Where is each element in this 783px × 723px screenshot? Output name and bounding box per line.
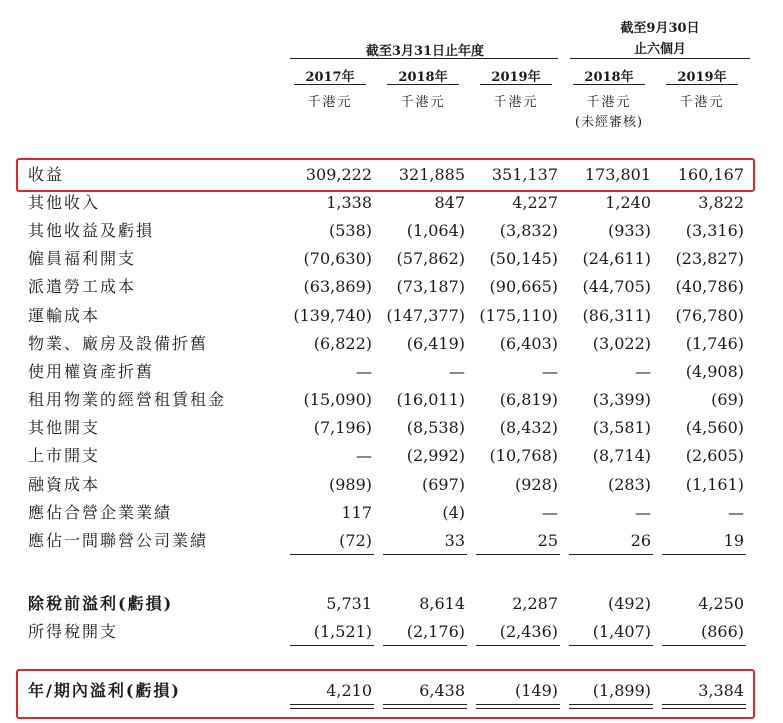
- table-row: [0, 677, 783, 705]
- row-value-col-4: 173,801: [584, 165, 651, 184]
- row-label: 僱員福利開支: [28, 249, 137, 268]
- row-value-col-4: (24,611): [582, 249, 651, 268]
- row-value-col-5: (3,316): [685, 221, 744, 240]
- column-unit-2: 千港元: [400, 95, 446, 110]
- row-value-col-2: (16,011): [396, 390, 465, 409]
- row-value-col-5: 19: [723, 531, 744, 550]
- row-value-col-4: (86,311): [582, 306, 651, 325]
- row-value-col-5: (76,780): [675, 306, 744, 325]
- row-value-col-4: (3,581): [592, 418, 651, 437]
- row-value-col-1: 117: [341, 503, 372, 522]
- total-double-underline: [383, 704, 467, 709]
- row-value-col-4: (933): [607, 221, 651, 240]
- row-value-col-3: 4,227: [512, 193, 558, 212]
- row-value-col-1: (538): [328, 221, 372, 240]
- row-value-col-2: (147,377): [386, 306, 465, 325]
- table-row: [0, 499, 783, 527]
- row-value-col-5: 3,822: [698, 193, 744, 212]
- row-value-col-5: (4,908): [685, 362, 744, 381]
- table-row: [0, 471, 783, 499]
- row-value-col-2: 321,885: [398, 165, 465, 184]
- row-value-col-3: (149): [514, 681, 558, 700]
- column-year-2: 2018年: [398, 70, 448, 85]
- table-row: [0, 161, 783, 189]
- row-value-col-1: 1,338: [326, 193, 372, 212]
- row-value-col-1: (989): [328, 475, 372, 494]
- subtotal-underline: [662, 554, 746, 555]
- row-value-col-5: 3,384: [698, 681, 744, 700]
- column-unit-1: 千港元: [307, 95, 353, 110]
- row-value-col-2: 847: [434, 193, 465, 212]
- row-value-col-3: (928): [514, 475, 558, 494]
- row-value-col-2: (2,992): [406, 446, 465, 465]
- row-label: 使用權資產折舊: [28, 362, 155, 381]
- row-value-col-1: (72): [339, 531, 372, 550]
- total-double-underline: [290, 704, 374, 709]
- row-value-col-4: (492): [607, 594, 651, 613]
- column-year-rule-2: [387, 84, 459, 85]
- table-row: [0, 442, 783, 470]
- subtotal-underline: [383, 554, 467, 555]
- row-value-col-3: (90,665): [489, 277, 558, 296]
- row-value-col-3: (2,436): [499, 622, 558, 641]
- row-label: 運輸成本: [28, 306, 101, 325]
- row-value-col-4: 26: [630, 531, 651, 550]
- row-value-col-4: (1,407): [592, 622, 651, 641]
- row-value-col-5: —: [728, 503, 744, 522]
- row-value-col-3: 25: [537, 531, 558, 550]
- row-value-col-1: 5,731: [326, 594, 372, 613]
- header-group-fiscal-year: 截至3月31日止年度: [365, 44, 485, 59]
- row-label: 派遣勞工成本: [28, 277, 137, 296]
- row-value-col-1: —: [356, 362, 372, 381]
- row-value-col-3: (3,832): [499, 221, 558, 240]
- total-double-underline: [569, 704, 653, 709]
- row-value-col-5: (866): [700, 622, 744, 641]
- subtotal-underline: [476, 554, 560, 555]
- row-label: 其他收益及虧損: [28, 221, 155, 240]
- row-value-col-1: —: [356, 446, 372, 465]
- row-value-col-2: 8,614: [419, 594, 465, 613]
- row-value-col-1: 309,222: [305, 165, 372, 184]
- row-value-col-3: —: [542, 362, 558, 381]
- row-value-col-2: (1,064): [406, 221, 465, 240]
- column-unit-4: 千港元: [586, 95, 632, 110]
- row-label: 其他開支: [28, 418, 101, 437]
- row-label: 所得稅開支: [28, 622, 119, 641]
- table-row: [0, 245, 783, 273]
- row-label: 融資成本: [28, 475, 101, 494]
- row-value-col-4: (44,705): [582, 277, 651, 296]
- row-value-col-4: (3,022): [592, 334, 651, 353]
- row-value-col-3: (50,145): [489, 249, 558, 268]
- subtotal-underline: [662, 645, 746, 646]
- table-row: [0, 358, 783, 386]
- row-value-col-2: 6,438: [419, 681, 465, 700]
- row-value-col-4: 1,240: [605, 193, 651, 212]
- column-year-4: 2018年: [584, 70, 634, 85]
- column-unit-3: 千港元: [493, 95, 539, 110]
- table-row: [0, 590, 783, 618]
- row-value-col-5: (40,786): [675, 277, 744, 296]
- row-value-col-5: (4,560): [685, 418, 744, 437]
- row-value-col-5: (1,746): [685, 334, 744, 353]
- table-row: [0, 330, 783, 358]
- subtotal-underline: [569, 645, 653, 646]
- row-value-col-3: (8,432): [499, 418, 558, 437]
- row-value-col-5: (69): [711, 390, 744, 409]
- row-value-col-1: (70,630): [303, 249, 372, 268]
- row-value-col-2: (2,176): [406, 622, 465, 641]
- row-value-col-4: (3,399): [592, 390, 651, 409]
- table-row: [0, 618, 783, 646]
- row-value-col-4: —: [635, 503, 651, 522]
- row-label: 物業、廠房及設備折舊: [28, 334, 209, 353]
- table-row: [0, 217, 783, 245]
- subtotal-underline: [383, 645, 467, 646]
- row-value-col-4: (1,899): [592, 681, 651, 700]
- header-group-six-months-rule: [570, 58, 750, 59]
- row-value-col-3: (6,403): [499, 334, 558, 353]
- row-value-col-2: (4): [442, 503, 465, 522]
- row-label: 應佔一間聯營公司業績: [28, 531, 209, 550]
- total-double-underline: [476, 704, 560, 709]
- column-year-rule-3: [480, 84, 552, 85]
- row-value-col-2: (73,187): [396, 277, 465, 296]
- subtotal-underline: [290, 645, 374, 646]
- row-value-col-5: (23,827): [675, 249, 744, 268]
- row-value-col-3: (10,768): [489, 446, 558, 465]
- row-value-col-1: 4,210: [326, 681, 372, 700]
- row-value-col-2: (6,419): [406, 334, 465, 353]
- row-value-col-1: (63,869): [303, 277, 372, 296]
- row-value-col-3: 351,137: [491, 165, 558, 184]
- total-double-underline: [662, 704, 746, 709]
- row-value-col-2: —: [449, 362, 465, 381]
- header-group-fiscal-year-rule: [290, 58, 558, 59]
- column-year-rule-1: [294, 84, 366, 85]
- subtotal-underline: [290, 554, 374, 555]
- row-value-col-4: (8,714): [592, 446, 651, 465]
- row-value-col-3: (175,110): [479, 306, 558, 325]
- column-year-3: 2019年: [491, 70, 541, 85]
- row-value-col-1: (15,090): [303, 390, 372, 409]
- row-label: 其他收入: [28, 193, 101, 212]
- table-row: [0, 189, 783, 217]
- row-value-col-1: (139,740): [293, 306, 372, 325]
- column-year-rule-5: [666, 84, 738, 85]
- row-value-col-4: —: [635, 362, 651, 381]
- table-row: [0, 527, 783, 555]
- row-value-col-3: —: [542, 503, 558, 522]
- row-value-col-5: (1,161): [685, 475, 744, 494]
- row-label: 應佔合營企業業績: [28, 503, 173, 522]
- header-group-six-months-line1: 截至9月30日: [620, 21, 700, 36]
- column-unit-5: 千港元: [679, 95, 725, 110]
- row-label: 收益: [28, 165, 65, 184]
- row-value-col-5: (2,605): [685, 446, 744, 465]
- row-value-col-1: (1,521): [313, 622, 372, 641]
- column-year-rule-4: [573, 84, 645, 85]
- row-label: 上市開支: [28, 446, 101, 465]
- row-value-col-4: (283): [607, 475, 651, 494]
- table-row: [0, 414, 783, 442]
- column-year-1: 2017年: [305, 70, 355, 85]
- column-year-5: 2019年: [677, 70, 727, 85]
- table-row: [0, 386, 783, 414]
- row-value-col-1: (7,196): [313, 418, 372, 437]
- subtotal-underline: [569, 554, 653, 555]
- row-value-col-2: (57,862): [396, 249, 465, 268]
- row-value-col-2: (697): [421, 475, 465, 494]
- row-value-col-2: 33: [444, 531, 465, 550]
- row-label: 年/期內溢利(虧損): [28, 681, 181, 700]
- table-row: [0, 273, 783, 301]
- subtotal-underline: [476, 645, 560, 646]
- table-row: [0, 302, 783, 330]
- row-value-col-1: (6,822): [313, 334, 372, 353]
- row-value-col-5: 160,167: [677, 165, 744, 184]
- row-label: 租用物業的經營租賃租金: [28, 390, 227, 409]
- row-value-col-3: (6,819): [499, 390, 558, 409]
- column-note-4: (未經審核): [574, 115, 644, 130]
- row-value-col-3: 2,287: [512, 594, 558, 613]
- header-group-six-months-line2: 止六個月: [633, 42, 686, 57]
- row-value-col-5: 4,250: [698, 594, 744, 613]
- row-label: 除稅前溢利(虧損): [28, 594, 174, 613]
- row-value-col-2: (8,538): [406, 418, 465, 437]
